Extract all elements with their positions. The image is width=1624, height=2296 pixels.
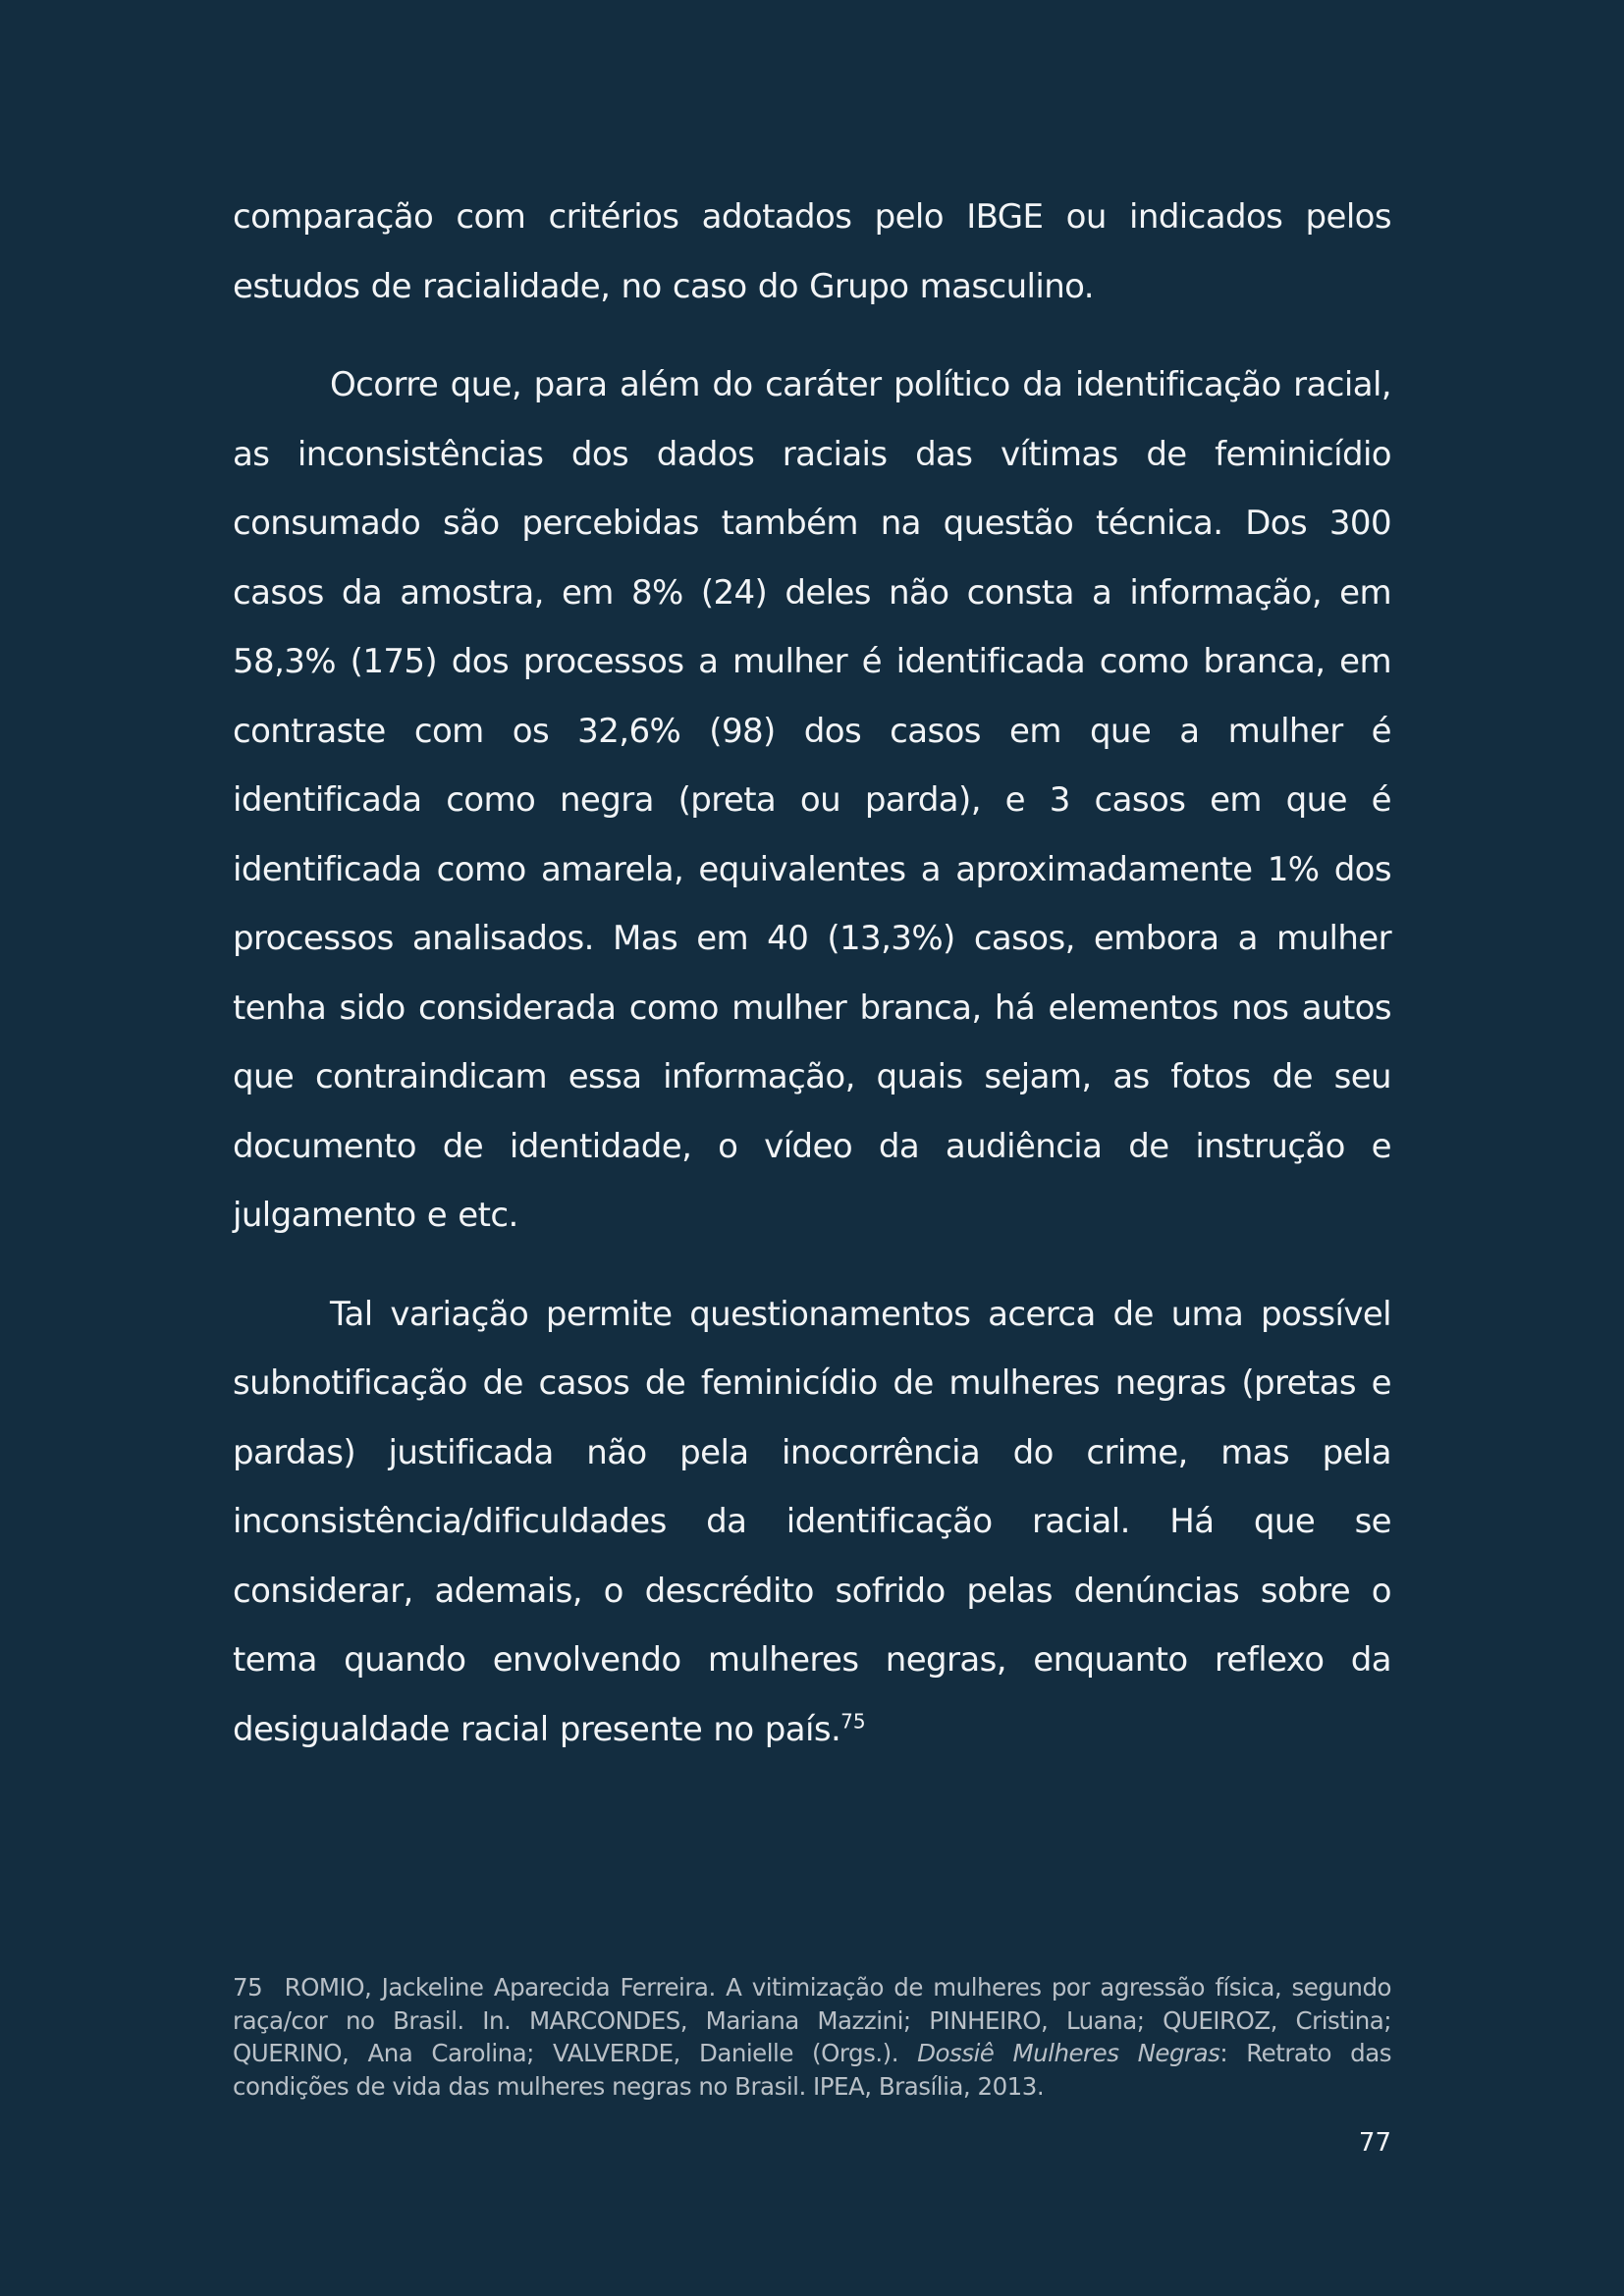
footnote-text-after: : Retrato das condições de vida das mulheres negras no Brasil. IPEA, Brasília, 2013. [233, 2039, 1391, 2101]
footnote-italic-title: Dossiê Mulheres Negras [917, 2039, 1220, 2067]
footnote [233, 1971, 1391, 2103]
footnote-number: 75 [233, 1973, 263, 2002]
paragraph-2: Ocorre que, para além do caráter político da identificação racial, as inconsistências dos dados raciais das vítimas de feminicídio consumado são percebidas também na questão técnica. Dos 300 casos da amostra, em 8% (24) deles não consta a informação, em 58,3% (175) dos processos a mulher é identificada como branca, em contraste com os 32,6% (98) dos casos em que a mulher é identificada como negra (preta ou parda), e 3 casos em que é identificada como amarela, equivalentes a aproximadamente 1% dos processos analisados. Mas em 40 (13,3%) casos, embora a mulher tenha sido considerada como mulher branca, há elementos nos autos que contraindicam essa informação, quais sejam, as fotos de seu documento de identidade, o vídeo da audiência de instrução e julgamento e etc. [233, 365, 1391, 1235]
footnote-reference[interactable]: 75 [840, 1709, 866, 1734]
page-number: 77 [1358, 2128, 1391, 2158]
paragraph-1: comparação com critérios adotados pelo IBGE ou indicados pelos estudos de racialidade, no caso do Grupo masculino. [233, 197, 1391, 306]
paragraph-3-text: Tal variação permite questionamentos acerca de uma possível subnotificação de casos de feminicídio de mulheres negras (pretas e pardas) justificada não pela inocorrência do crime, mas pela inconsistência/dificuldades da identificação racial. Há que se considerar, ademais, o descrédito sofrido pelas denúncias sobre o tema quando envolvendo mulheres negras, enquanto reflexo da desigualdade racial presente no país. [233, 1294, 1391, 1749]
paragraph-3 [233, 1280, 1391, 1765]
footnote-text-before: ROMIO, Jackeline Aparecida Ferreira. A vitimização de mulheres por agressão física, segundo raça/cor no Brasil. In. MARCONDES, Mariana Mazzini; PINHEIRO, Luana; QUEIROZ, Cristina; QUERINO, Ana Carolina; VALVERDE, Danielle (Orgs.). [233, 1973, 1391, 2067]
body-text [233, 183, 1391, 1793]
